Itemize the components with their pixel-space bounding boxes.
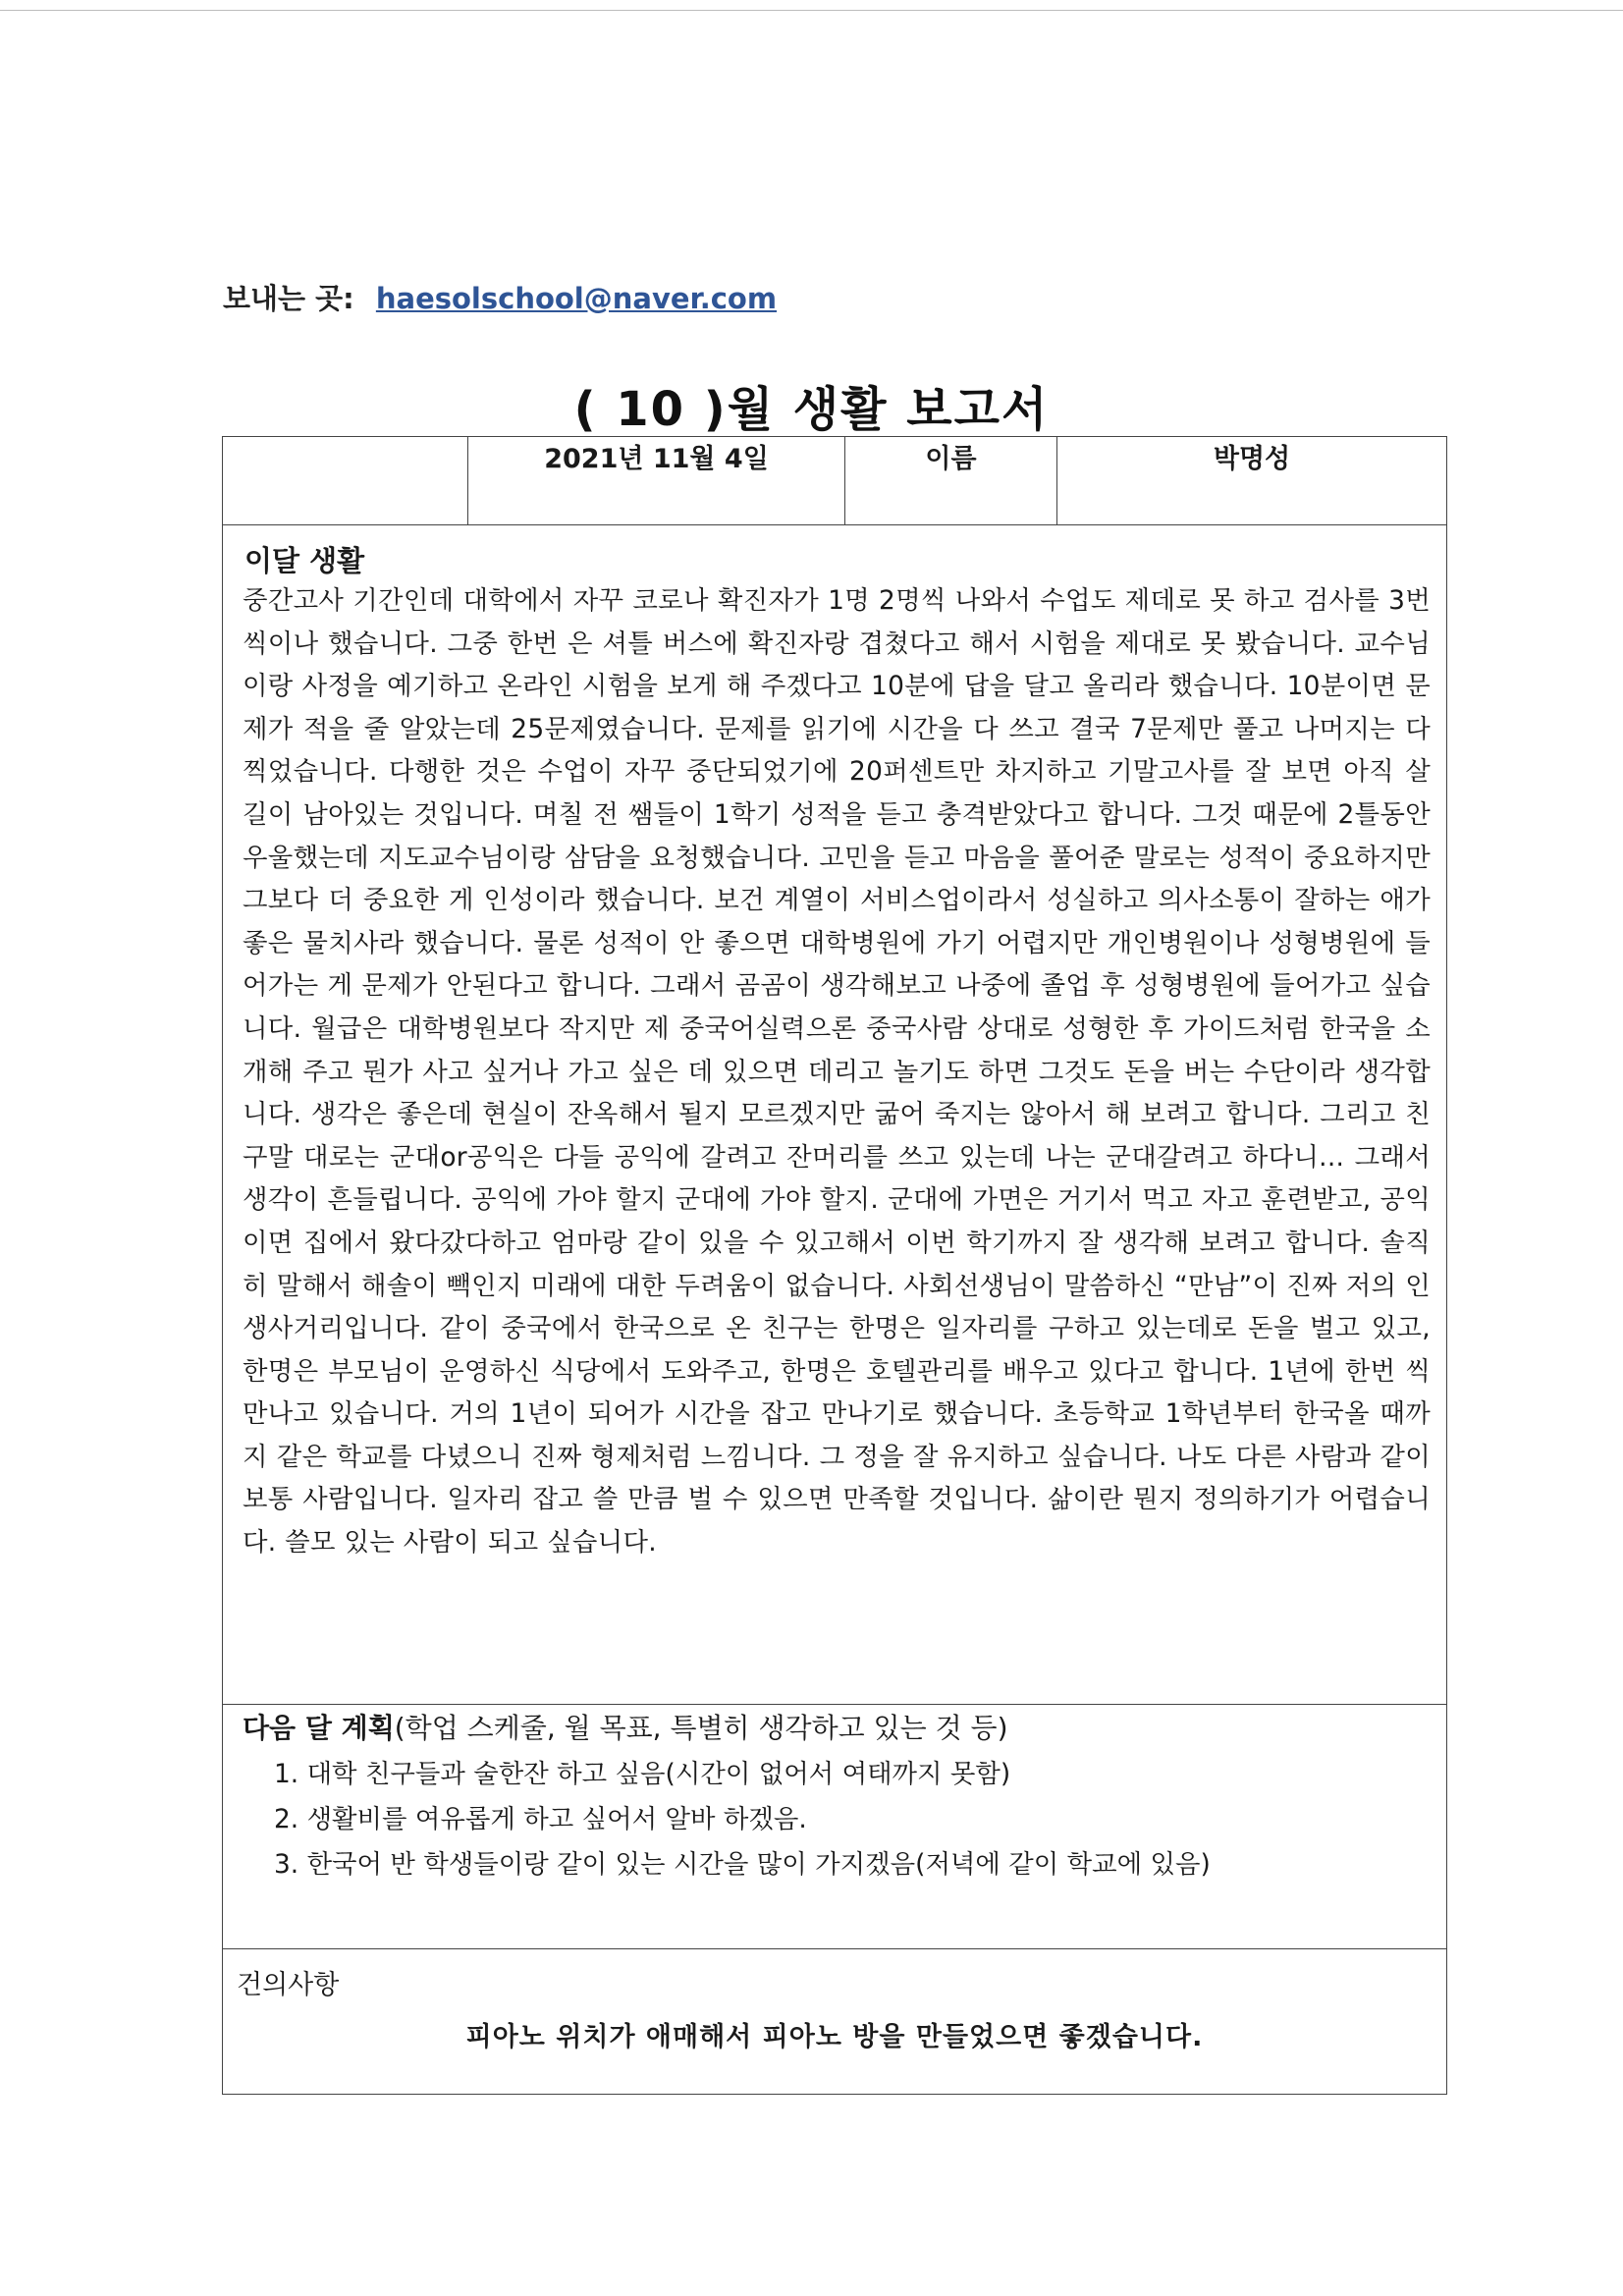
sender-line: [223, 277, 777, 317]
list-item: 1. 대학 친구들과 술한잔 하고 싶음(시간이 없어서 여태까지 못함): [274, 1759, 1011, 1789]
name-value: 박명성: [1057, 437, 1447, 525]
list-item: 2. 생활비를 여유롭게 하고 싶어서 알바 하겠음.: [274, 1804, 807, 1834]
next-month-title-note: (학업 스케줄, 월 목표, 특별히 생각하고 있는 것 등): [394, 1712, 1008, 1744]
sender-label: 보내는 곳:: [223, 282, 354, 315]
next-month-row: [223, 1705, 1447, 1949]
plan-list: [223, 1752, 1446, 1887]
this-month-row: [223, 525, 1447, 1705]
suggestions-cell: [223, 1949, 1447, 2095]
list-item: 3. 한국어 반 학생들이랑 같이 있는 시간을 많이 가지겠음(저녁에 같이 학교에 있음): [274, 1849, 1211, 1880]
scan-top-edge: [0, 10, 1623, 11]
info-row: [223, 437, 1447, 525]
report-form: [222, 436, 1447, 2095]
this-month-cell: [223, 525, 1447, 1705]
name-label: 이름: [845, 437, 1057, 525]
next-month-title-bold: 다음 달 계획: [243, 1712, 395, 1744]
report-date: 2021년 11월 4일: [468, 437, 845, 525]
sender-email-link[interactable]: haesolschool@naver.com: [375, 282, 778, 315]
suggestions-row: [223, 1949, 1447, 2095]
blank-cell: [223, 437, 468, 525]
suggestions-label: 건의사항: [237, 1970, 340, 2000]
next-month-cell: [223, 1705, 1447, 1949]
report-title: ( 10 )월 생활 보고서: [573, 382, 1050, 437]
suggestions-text: 피아노 위치가 애매해서 피아노 방을 만들었으면 좋겠습니다.: [465, 2022, 1204, 2052]
this-month-title: 이달 생활: [244, 544, 365, 577]
this-month-body: 중간고사 기간인데 대학에서 자꾸 코로나 확진자가 1명 2명씩 나와서 수업도 제데로 못 하고 검사를 3번씩이나 했습니다. 그중 한번 은 셔틀 버스에 확진자랑 겹쳤다고 해서 시험을 제대로 못 봤습니다. 교수님이랑 사정을 예기하고 온라인 시험을 보게 해 주겠다고 10분에 답을 달고 올리라 했습니다. 10분이면 문제가 적을 줄 알았는데 25문제였습니다. 문제를 읽기에 시간을 다 쓰고 결국 7문제만 풀고 나머지는 다 찍었습니다. 다행한 것은 수업이 자꾸 중단되었기에 20퍼센트만 차지하고 기말고사를 잘 보면 아직 살 길이 남아있는 것입니다. 며칠 전 쌤들이 1학기 성적을 듣고 충격받았다고 합니다. 그것 때문에 2틀동안 우울했는데 지도교수님이랑 삼담을 요청했습니다. 고민을 듣고 마음을 풀어준 말로는 성적이 중요하지만 그보다 더 중요한 게 인성이라 했습니다. 보건 계열이 서비스업이라서 성실하고 의사소통이 잘하는 애가 좋은 물치사라 했습니다. 물론 성적이 안 좋으면 대학병원에 가기 어렵지만 개인병원이나 성형병원에 들어가는 게 문제가 안된다고 합니다. 그래서 곰곰이 생각해보고 나중에 졸업 후 성형병원에 들어가고 싶습니다. 월급은 대학병원보다 작지만 제 중국어실력으론 중국사람 상대로 성형한 후 가이드처럼 한국을 소개해 주고 뭔가 사고 싶거나 가고 싶은 데 있으면 데리고 놀기도 하면 그것도 돈을 버는 수단이라 생각합니다. 생각은 좋은데 현실이 잔옥해서 될지 모르겠지만 굶어 죽지는 않아서 해 보려고 합니다. 그리고 친구말 대로는 군대or공익은 다들 공익에 갈려고 잔머리를 쓰고 있는데 나는 군대갈려고 하다니... 그래서 생각이 흔들립니다. 공익에 가야 할지 군대에 가야 할지. 군대에 가면은 거기서 먹고 자고 훈련받고, 공익이면 집에서 왔다갔다하고 엄마랑 같이 있을 수 있고해서 이번 학기까지 잘 생각해 보려고 합니다. 솔직히 말해서 해솔이 빽인지 미래에 대한 두려움이 없습니다. 사회선생님이 말씀하신 “만남”이 진짜 저의 인생사거리입니다. 같이 중국에서 한국으로 온 친구는 한명은 일자리를 구하고 있는데로 돈을 벌고 있고, 한명은 부모님이 운영하신 식당에서 도와주고, 한명은 호텔관리를 배우고 있다고 합니다. 1년에 한번 씩 만나고 있습니다. 거의 1년이 되어가 시간을 잡고 만나기로 했습니다. 초등학교 1학년부터 한국올 때까지 같은 학교를 다녔으니 진짜 형제처럼 느낌니다. 그 정을 잘 유지하고 싶습니다. 나도 다른 사람과 같이 보통 사람입니다. 일자리 잡고 쓸 만큼 벌 수 있으면 만족할 것입니다. 삶이란 뭔지 정의하기가 어렵습니다. 쓸모 있는 사람이 되고 싶습니다.: [243, 585, 1431, 1558]
next-month-title: [223, 1705, 1446, 1746]
